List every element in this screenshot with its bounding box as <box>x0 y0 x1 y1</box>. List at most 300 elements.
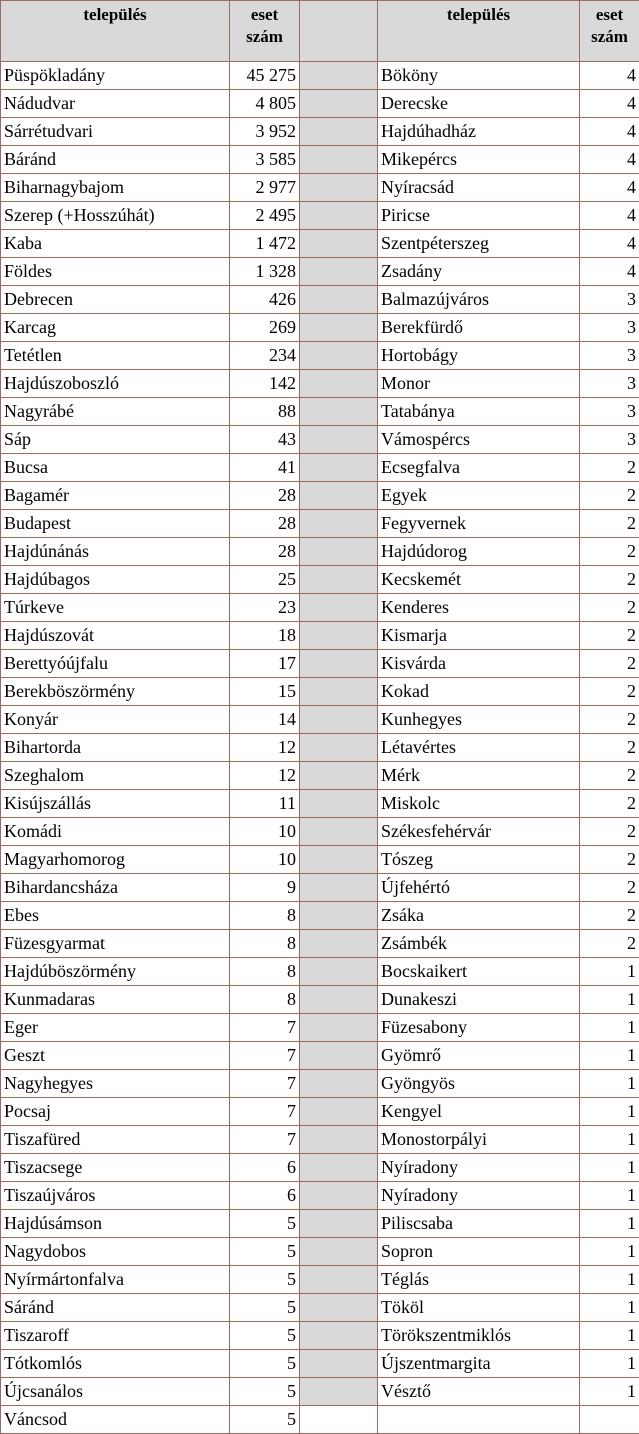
table-row <box>1 790 639 818</box>
left-settlement-cell: Komádi <box>1 818 230 846</box>
left-settlement-cell: Túrkeve <box>1 594 230 622</box>
left-count-cell: 5 <box>230 1210 300 1238</box>
left-count-cell: 28 <box>230 482 300 510</box>
table-row <box>1 1182 639 1210</box>
separator-cell <box>300 286 378 314</box>
table-row <box>1 118 639 146</box>
table-row <box>1 1322 639 1350</box>
separator-cell <box>300 1154 378 1182</box>
right-count-cell: 4 <box>580 90 639 118</box>
left-settlement-cell: Tiszaújváros <box>1 1182 230 1210</box>
table-row <box>1 1350 639 1378</box>
left-settlement-cell: Berekböszörmény <box>1 678 230 706</box>
left-count-cell: 18 <box>230 622 300 650</box>
left-count-cell: 8 <box>230 902 300 930</box>
right-count-cell: 3 <box>580 370 639 398</box>
right-count-cell: 2 <box>580 538 639 566</box>
right-count-cell: 1 <box>580 958 639 986</box>
table-row <box>1 650 639 678</box>
left-settlement-cell: Tiszaroff <box>1 1322 230 1350</box>
separator-cell <box>300 594 378 622</box>
left-settlement-cell: Tetétlen <box>1 342 230 370</box>
right-settlement-cell: Tatabánya <box>378 398 580 426</box>
separator-cell <box>300 146 378 174</box>
table-row <box>1 986 639 1014</box>
left-count-cell: 11 <box>230 790 300 818</box>
right-settlement-cell: Téglás <box>378 1266 580 1294</box>
right-count-cell: 1 <box>580 1098 639 1126</box>
right-count-cell: 4 <box>580 202 639 230</box>
table-row <box>1 398 639 426</box>
right-settlement-cell: Sopron <box>378 1238 580 1266</box>
right-settlement-cell: Tószeg <box>378 846 580 874</box>
left-settlement-cell: Nádudvar <box>1 90 230 118</box>
table-row <box>1 566 639 594</box>
table-row <box>1 258 639 286</box>
separator-cell <box>300 902 378 930</box>
right-count-cell: 3 <box>580 342 639 370</box>
right-settlement-cell: Bököny <box>378 62 580 90</box>
right-count-cell: 1 <box>580 986 639 1014</box>
right-count-cell: 2 <box>580 594 639 622</box>
right-settlement-cell: Berekfürdő <box>378 314 580 342</box>
right-count-cell: 2 <box>580 566 639 594</box>
right-settlement-cell: Zsadány <box>378 258 580 286</box>
table-body <box>1 62 639 1434</box>
left-settlement-cell: Földes <box>1 258 230 286</box>
table-row <box>1 482 639 510</box>
left-settlement-cell: Hajdúbagos <box>1 566 230 594</box>
left-count-cell: 269 <box>230 314 300 342</box>
separator-cell <box>300 370 378 398</box>
left-settlement-cell: Nagyrábé <box>1 398 230 426</box>
left-count-cell: 1 328 <box>230 258 300 286</box>
right-count-cell: 1 <box>580 1378 639 1406</box>
table-row <box>1 146 639 174</box>
right-count-header-line1: eset <box>596 5 623 24</box>
left-settlement-cell: Karcag <box>1 314 230 342</box>
left-settlement-cell: Konyár <box>1 706 230 734</box>
right-count-cell: 4 <box>580 258 639 286</box>
left-count-cell: 88 <box>230 398 300 426</box>
left-count-cell: 2 495 <box>230 202 300 230</box>
table-row <box>1 762 639 790</box>
separator-cell <box>300 818 378 846</box>
right-settlement-cell: Füzesabony <box>378 1014 580 1042</box>
right-settlement-cell: Szentpéterszeg <box>378 230 580 258</box>
left-settlement-cell: Hajdúnánás <box>1 538 230 566</box>
separator-cell <box>300 1378 378 1406</box>
left-count-cell: 14 <box>230 706 300 734</box>
separator-cell <box>300 174 378 202</box>
separator-cell <box>300 790 378 818</box>
right-settlement-cell: Balmazújváros <box>378 286 580 314</box>
left-count-cell: 8 <box>230 958 300 986</box>
right-settlement-cell: Hajdúhadház <box>378 118 580 146</box>
table-row <box>1 902 639 930</box>
left-settlement-cell: Sáp <box>1 426 230 454</box>
right-settlement-cell: Újszentmargita <box>378 1350 580 1378</box>
table-row <box>1 1406 639 1434</box>
table-row <box>1 1210 639 1238</box>
right-count-cell: 1 <box>580 1070 639 1098</box>
table-row <box>1 1014 639 1042</box>
separator-cell <box>300 986 378 1014</box>
right-count-cell: 1 <box>580 1182 639 1210</box>
right-count-cell: 4 <box>580 118 639 146</box>
separator-cell <box>300 622 378 650</box>
right-settlement-cell: Tököl <box>378 1294 580 1322</box>
left-count-cell: 234 <box>230 342 300 370</box>
separator-cell <box>300 230 378 258</box>
separator-cell <box>300 454 378 482</box>
table-row <box>1 706 639 734</box>
separator-cell <box>300 930 378 958</box>
right-count-cell: 2 <box>580 790 639 818</box>
left-settlement-cell: Magyarhomorog <box>1 846 230 874</box>
separator-cell <box>300 1042 378 1070</box>
left-count-cell: 3 952 <box>230 118 300 146</box>
table-row <box>1 62 639 90</box>
left-settlement-cell: Geszt <box>1 1042 230 1070</box>
right-settlement-cell: Nyíracsád <box>378 174 580 202</box>
table-row <box>1 454 639 482</box>
left-settlement-cell: Nyírmártonfalva <box>1 1266 230 1294</box>
right-settlement-cell: Ecsegfalva <box>378 454 580 482</box>
left-settlement-cell: Hajdúszoboszló <box>1 370 230 398</box>
right-settlement-header: település <box>378 1 580 62</box>
table-row <box>1 930 639 958</box>
left-settlement-cell: Püspökladány <box>1 62 230 90</box>
right-settlement-cell: Hortobágy <box>378 342 580 370</box>
right-count-cell: 4 <box>580 62 639 90</box>
separator-cell <box>300 1406 378 1434</box>
table-row <box>1 1126 639 1154</box>
left-count-cell: 426 <box>230 286 300 314</box>
right-settlement-cell: Kisvárda <box>378 650 580 678</box>
left-count-cell: 7 <box>230 1070 300 1098</box>
left-settlement-cell: Berettyóújfalu <box>1 650 230 678</box>
left-count-cell: 17 <box>230 650 300 678</box>
right-settlement-cell: Miskolc <box>378 790 580 818</box>
left-settlement-cell: Tiszacsege <box>1 1154 230 1182</box>
left-settlement-cell: Kisújszállás <box>1 790 230 818</box>
right-count-header <box>580 1 639 62</box>
separator-cell <box>300 538 378 566</box>
left-settlement-cell: Hajdúszovát <box>1 622 230 650</box>
separator-cell <box>300 314 378 342</box>
left-count-cell: 6 <box>230 1154 300 1182</box>
table-row <box>1 426 639 454</box>
right-count-cell: 1 <box>580 1350 639 1378</box>
right-count-cell: 2 <box>580 482 639 510</box>
left-settlement-cell: Biharnagybajom <box>1 174 230 202</box>
separator-cell <box>300 202 378 230</box>
separator-cell <box>300 1238 378 1266</box>
separator-cell <box>300 510 378 538</box>
right-count-cell: 1 <box>580 1042 639 1070</box>
right-settlement-cell: Újfehértó <box>378 874 580 902</box>
table-row <box>1 370 639 398</box>
left-settlement-cell: Bihardancsháza <box>1 874 230 902</box>
separator-cell <box>300 90 378 118</box>
right-settlement-cell <box>378 1406 580 1434</box>
table-row <box>1 538 639 566</box>
left-count-cell: 25 <box>230 566 300 594</box>
table-row <box>1 1294 639 1322</box>
table-row <box>1 1154 639 1182</box>
left-settlement-cell: Bihartorda <box>1 734 230 762</box>
separator-cell <box>300 762 378 790</box>
left-count-cell: 7 <box>230 1014 300 1042</box>
left-count-cell: 41 <box>230 454 300 482</box>
right-count-cell: 2 <box>580 930 639 958</box>
left-settlement-cell: Budapest <box>1 510 230 538</box>
right-count-cell: 1 <box>580 1238 639 1266</box>
left-settlement-cell: Bucsa <box>1 454 230 482</box>
right-count-cell: 2 <box>580 762 639 790</box>
left-count-header <box>230 1 300 62</box>
right-settlement-cell: Zsámbék <box>378 930 580 958</box>
left-settlement-cell: Sáránd <box>1 1294 230 1322</box>
separator-cell <box>300 566 378 594</box>
table-row <box>1 734 639 762</box>
left-settlement-cell: Báránd <box>1 146 230 174</box>
left-settlement-cell: Füzesgyarmat <box>1 930 230 958</box>
table-row <box>1 174 639 202</box>
right-settlement-cell: Vámospércs <box>378 426 580 454</box>
left-count-cell: 12 <box>230 762 300 790</box>
right-settlement-cell: Székesfehérvár <box>378 818 580 846</box>
left-settlement-cell: Tiszafüred <box>1 1126 230 1154</box>
right-settlement-cell: Gyöngyös <box>378 1070 580 1098</box>
right-settlement-cell: Monor <box>378 370 580 398</box>
right-settlement-cell: Hajdúdorog <box>378 538 580 566</box>
table-row <box>1 202 639 230</box>
left-count-cell: 5 <box>230 1266 300 1294</box>
right-settlement-cell: Létavértes <box>378 734 580 762</box>
separator-cell <box>300 398 378 426</box>
separator-cell <box>300 1098 378 1126</box>
separator-cell <box>300 1126 378 1154</box>
right-count-cell: 2 <box>580 818 639 846</box>
right-count-cell: 2 <box>580 874 639 902</box>
separator-cell <box>300 734 378 762</box>
separator-cell <box>300 1350 378 1378</box>
right-settlement-cell: Piliscsaba <box>378 1210 580 1238</box>
separator-cell <box>300 342 378 370</box>
right-count-cell: 1 <box>580 1126 639 1154</box>
table-row <box>1 1378 639 1406</box>
left-settlement-cell: Bagamér <box>1 482 230 510</box>
left-settlement-cell: Hajdúböszörmény <box>1 958 230 986</box>
table-row <box>1 594 639 622</box>
table-row <box>1 1042 639 1070</box>
left-settlement-cell: Újcsanálos <box>1 1378 230 1406</box>
left-count-cell: 45 275 <box>230 62 300 90</box>
separator-cell <box>300 958 378 986</box>
left-settlement-cell: Váncsod <box>1 1406 230 1434</box>
separator-cell <box>300 482 378 510</box>
separator-cell <box>300 1294 378 1322</box>
left-count-cell: 9 <box>230 874 300 902</box>
separator-cell <box>300 846 378 874</box>
left-settlement-cell: Tótkomlós <box>1 1350 230 1378</box>
right-count-cell: 1 <box>580 1266 639 1294</box>
left-count-cell: 8 <box>230 986 300 1014</box>
separator-cell <box>300 1210 378 1238</box>
right-settlement-cell: Nyíradony <box>378 1154 580 1182</box>
left-settlement-cell: Hajdúsámson <box>1 1210 230 1238</box>
left-count-cell: 12 <box>230 734 300 762</box>
separator-cell <box>300 118 378 146</box>
right-count-cell: 2 <box>580 902 639 930</box>
right-count-cell: 4 <box>580 174 639 202</box>
left-count-cell: 6 <box>230 1182 300 1210</box>
right-settlement-cell: Derecske <box>378 90 580 118</box>
left-count-cell: 5 <box>230 1238 300 1266</box>
right-count-cell: 3 <box>580 426 639 454</box>
left-settlement-cell: Debrecen <box>1 286 230 314</box>
separator-cell <box>300 678 378 706</box>
left-count-cell: 2 977 <box>230 174 300 202</box>
left-count-cell: 1 472 <box>230 230 300 258</box>
right-settlement-cell: Monostorpályi <box>378 1126 580 1154</box>
left-count-cell: 7 <box>230 1126 300 1154</box>
left-count-cell: 43 <box>230 426 300 454</box>
right-count-cell: 3 <box>580 314 639 342</box>
left-settlement-cell: Nagyhegyes <box>1 1070 230 1098</box>
right-count-cell: 1 <box>580 1154 639 1182</box>
right-count-cell: 2 <box>580 650 639 678</box>
header-row <box>1 1 639 62</box>
right-settlement-cell: Bocskaikert <box>378 958 580 986</box>
right-settlement-cell: Törökszentmiklós <box>378 1322 580 1350</box>
separator-cell <box>300 650 378 678</box>
right-count-cell: 2 <box>580 706 639 734</box>
right-settlement-cell: Kokad <box>378 678 580 706</box>
left-count-cell: 8 <box>230 930 300 958</box>
separator-cell <box>300 1182 378 1210</box>
table-row <box>1 230 639 258</box>
left-settlement-cell: Szerep (+Hosszúhát) <box>1 202 230 230</box>
right-settlement-cell: Dunakeszi <box>378 986 580 1014</box>
left-count-cell: 4 805 <box>230 90 300 118</box>
right-settlement-cell: Vésztő <box>378 1378 580 1406</box>
right-settlement-cell: Piricse <box>378 202 580 230</box>
right-count-cell: 3 <box>580 398 639 426</box>
right-settlement-cell: Mérk <box>378 762 580 790</box>
table-row <box>1 846 639 874</box>
left-settlement-cell: Szeghalom <box>1 762 230 790</box>
left-count-cell: 5 <box>230 1322 300 1350</box>
table-row <box>1 90 639 118</box>
left-count-cell: 3 585 <box>230 146 300 174</box>
left-count-cell: 7 <box>230 1098 300 1126</box>
right-count-cell: 2 <box>580 510 639 538</box>
left-count-header-line1: eset <box>251 5 278 24</box>
left-count-cell: 28 <box>230 510 300 538</box>
table-row <box>1 678 639 706</box>
separator-cell <box>300 1014 378 1042</box>
right-count-header-line2: szám <box>591 27 628 46</box>
left-count-cell: 5 <box>230 1350 300 1378</box>
left-count-cell: 28 <box>230 538 300 566</box>
separator-cell <box>300 62 378 90</box>
right-settlement-cell: Egyek <box>378 482 580 510</box>
separator-cell <box>300 258 378 286</box>
right-settlement-cell: Zsáka <box>378 902 580 930</box>
left-count-header-line2: szám <box>246 27 283 46</box>
table-row <box>1 1238 639 1266</box>
table-row <box>1 1098 639 1126</box>
table-row <box>1 958 639 986</box>
separator-cell <box>300 706 378 734</box>
right-settlement-cell: Mikepércs <box>378 146 580 174</box>
table-row <box>1 286 639 314</box>
left-count-cell: 5 <box>230 1406 300 1434</box>
left-settlement-cell: Pocsaj <box>1 1098 230 1126</box>
right-count-cell: 2 <box>580 454 639 482</box>
right-count-cell: 2 <box>580 678 639 706</box>
right-count-cell: 2 <box>580 734 639 762</box>
left-settlement-cell: Eger <box>1 1014 230 1042</box>
table-row <box>1 314 639 342</box>
left-count-cell: 10 <box>230 818 300 846</box>
left-settlement-header: település <box>1 1 230 62</box>
right-count-cell: 4 <box>580 230 639 258</box>
right-count-cell: 3 <box>580 286 639 314</box>
right-settlement-cell: Kismarja <box>378 622 580 650</box>
right-settlement-cell: Kengyel <box>378 1098 580 1126</box>
left-count-cell: 7 <box>230 1042 300 1070</box>
right-count-cell: 4 <box>580 146 639 174</box>
separator-header <box>300 1 378 62</box>
right-count-cell: 1 <box>580 1294 639 1322</box>
separator-cell <box>300 426 378 454</box>
left-count-cell: 5 <box>230 1294 300 1322</box>
left-count-cell: 142 <box>230 370 300 398</box>
separator-cell <box>300 1322 378 1350</box>
separator-cell <box>300 1266 378 1294</box>
left-settlement-cell: Ebes <box>1 902 230 930</box>
table-row <box>1 622 639 650</box>
right-settlement-cell: Fegyvernek <box>378 510 580 538</box>
left-count-cell: 15 <box>230 678 300 706</box>
right-count-cell: 2 <box>580 622 639 650</box>
table-row <box>1 1070 639 1098</box>
left-count-cell: 10 <box>230 846 300 874</box>
right-settlement-cell: Nyíradony <box>378 1182 580 1210</box>
right-count-cell <box>580 1406 639 1434</box>
right-count-cell: 2 <box>580 846 639 874</box>
separator-cell <box>300 1070 378 1098</box>
table-row <box>1 510 639 538</box>
table-row <box>1 342 639 370</box>
right-settlement-cell: Kenderes <box>378 594 580 622</box>
right-count-cell: 1 <box>580 1322 639 1350</box>
table-row <box>1 818 639 846</box>
left-settlement-cell: Nagydobos <box>1 1238 230 1266</box>
right-settlement-cell: Kunhegyes <box>378 706 580 734</box>
left-settlement-cell: Sárrétudvari <box>1 118 230 146</box>
separator-cell <box>300 874 378 902</box>
right-count-cell: 1 <box>580 1014 639 1042</box>
right-count-cell: 1 <box>580 1210 639 1238</box>
left-count-cell: 5 <box>230 1378 300 1406</box>
left-settlement-cell: Kunmadaras <box>1 986 230 1014</box>
table-row <box>1 1266 639 1294</box>
